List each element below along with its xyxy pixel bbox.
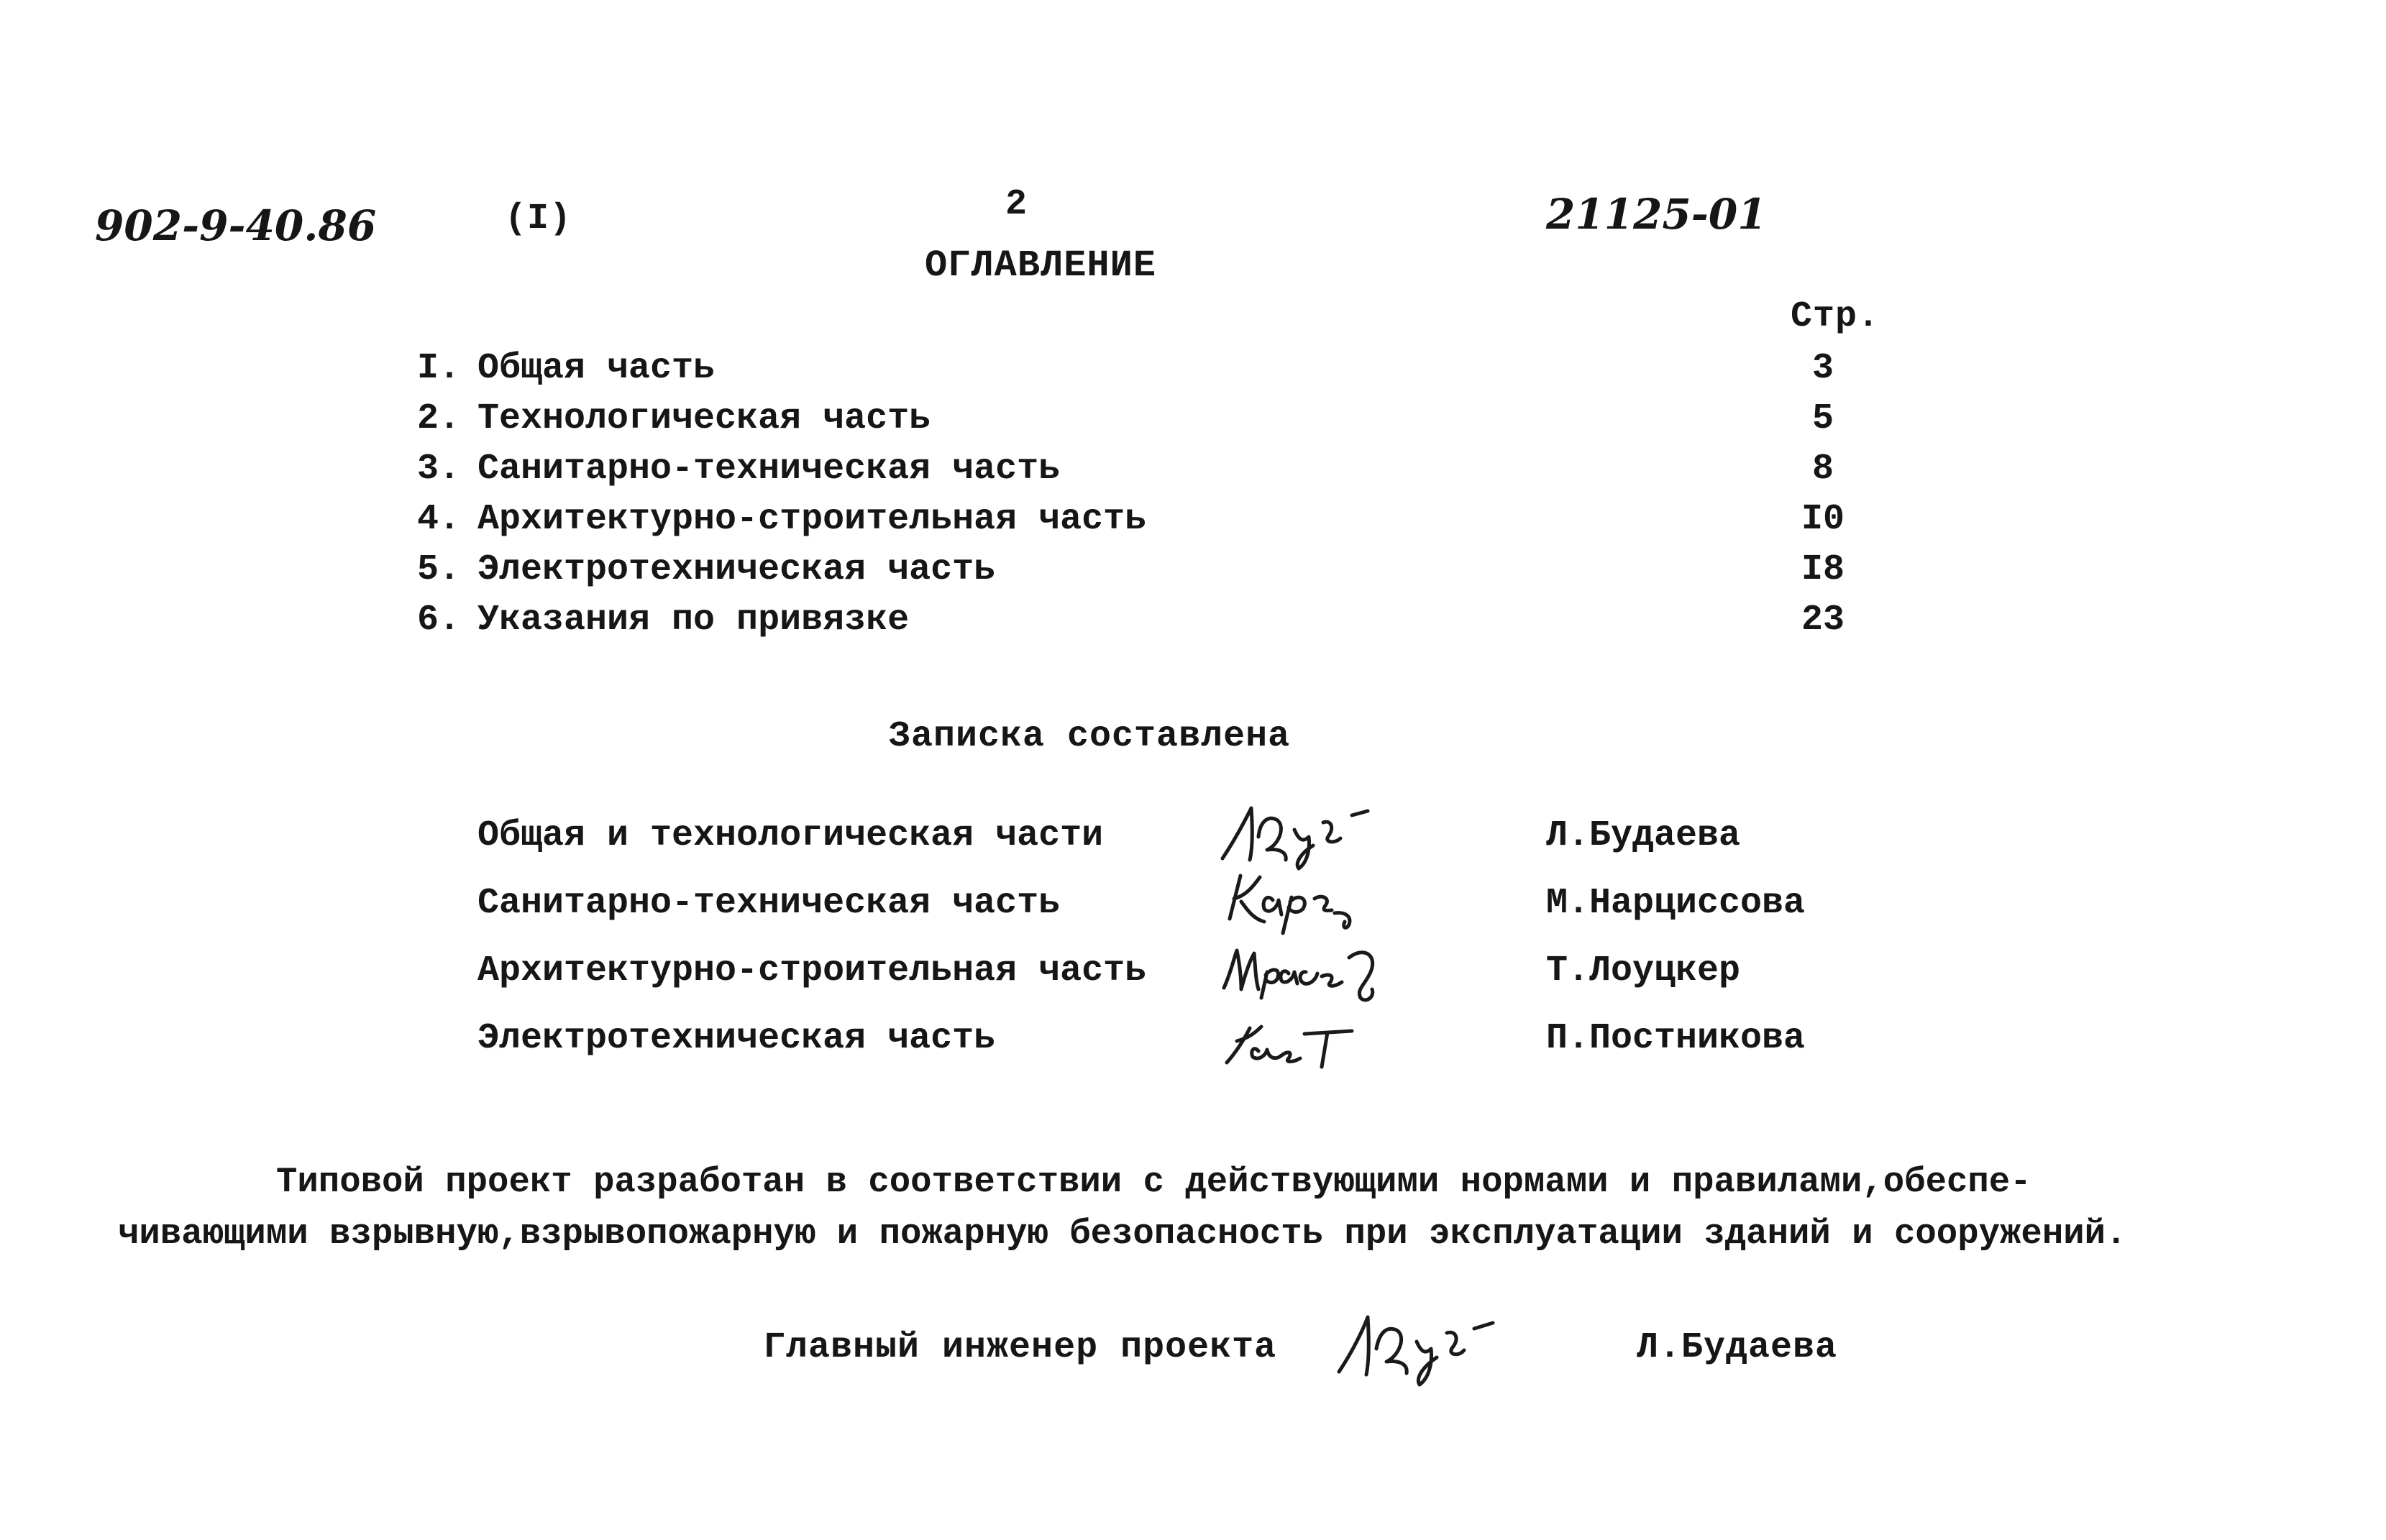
inventory-code: 21125-01	[1546, 190, 1767, 239]
toc-item-number: 3.	[417, 449, 461, 490]
author-part: Архитектурно-строительная часть	[477, 950, 1147, 991]
toc-item-number: 4.	[417, 499, 461, 540]
authors-list	[0, 815, 2386, 1088]
toc-item-title: Технологическая часть	[477, 398, 931, 439]
toc-item	[0, 449, 2386, 499]
toc-item	[0, 600, 2386, 650]
author-name: Л.Будаева	[1546, 815, 1741, 856]
toc-item	[0, 398, 2386, 449]
signature-postnikova	[1208, 996, 1381, 1076]
author-row	[0, 883, 2386, 949]
toc-item-number: I.	[417, 348, 461, 389]
document-code: 902-9-40.86	[95, 201, 377, 250]
author-row	[0, 950, 2386, 1017]
toc-title: ОГЛАВЛЕНИЕ	[925, 244, 1157, 287]
toc-item-page: 5	[1811, 398, 1834, 439]
toc-item-title: Санитарно-техническая часть	[477, 449, 1061, 490]
author-name: П.Постникова	[1546, 1018, 1806, 1059]
signature-chief-budaeva	[1323, 1300, 1510, 1393]
toc-item	[0, 348, 2386, 398]
authors-heading: Записка составлена	[889, 716, 1291, 757]
toc-item-title: Электротехническая часть	[477, 549, 996, 590]
volume-number: (I)	[505, 198, 572, 239]
toc-item-page: I0	[1801, 499, 1845, 540]
toc-item-page: I8	[1801, 549, 1845, 590]
toc-item-number: 2.	[417, 398, 461, 439]
author-part: Электротехническая часть	[477, 1018, 996, 1059]
toc-item-title: Указания по привязке	[477, 600, 910, 641]
toc-item-page: 3	[1811, 348, 1834, 389]
toc-item-page: 8	[1811, 449, 1834, 490]
toc-item-title: Общая часть	[477, 348, 716, 389]
author-part: Санитарно-техническая часть	[477, 883, 1061, 924]
toc-item	[0, 499, 2386, 549]
statement-line-2: чивающими взрывную,взрывопожарную и пожарную безопасность при эксплуатации зданий и сооружений.	[118, 1214, 2127, 1254]
author-part: Общая и технологическая части	[477, 815, 1104, 856]
author-name: Т.Лоуцкер	[1546, 950, 1741, 991]
statement-line-1: Типовой проект разработан в соответствии с действующими нормами и правилами,обеспе-	[276, 1162, 2031, 1202]
toc-page-column-label: Стр.	[1791, 296, 1880, 337]
chief-engineer-name: Л.Будаева	[1637, 1327, 1838, 1368]
author-row	[0, 815, 2386, 881]
toc-item	[0, 549, 2386, 600]
toc-list	[0, 348, 2386, 650]
page-number: 2	[1005, 184, 1028, 225]
toc-item-number: 6.	[417, 600, 461, 641]
toc-item-number: 5.	[417, 549, 461, 590]
toc-item-page: 23	[1801, 600, 1845, 641]
author-name: М.Нарциссова	[1546, 883, 1806, 924]
toc-item-title: Архитектурно-строительная часть	[477, 499, 1147, 540]
chief-engineer-role: Главный инженер проекта	[764, 1327, 1277, 1368]
author-row	[0, 1018, 2386, 1084]
